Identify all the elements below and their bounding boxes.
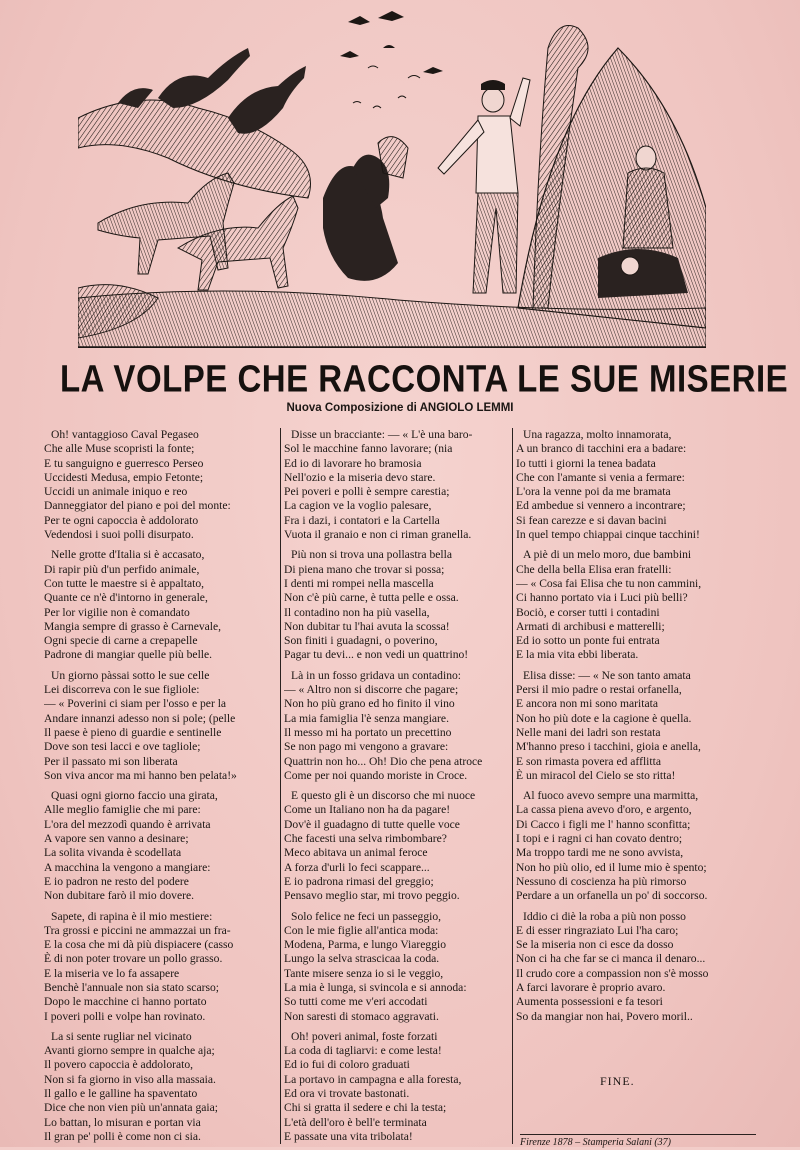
verse-line: Di rapir più d'un perfido animale,: [44, 562, 200, 576]
stanza: [284, 910, 516, 1024]
verse-line: La cassa piena avevo d'oro, e argento,: [516, 803, 692, 817]
verse-line: Modena, Parma, e lungo Viareggio: [284, 938, 447, 952]
stanza: [284, 1030, 516, 1144]
verse-line: Tante misere senza io si le veggio,: [284, 966, 444, 980]
verse-line: Padrone di mangiar quelle più belle.: [44, 648, 213, 662]
verse-line: E son rimasta povera ed afflitta: [516, 754, 661, 768]
verse-line: Meco abitava un animal feroce: [284, 846, 428, 860]
verse-line: A farci lavorare è proprio avaro.: [516, 980, 666, 994]
verse-line: La si sente rugliar nel vicinato: [51, 1029, 192, 1043]
verse-line: Per il passato mi son liberata: [44, 754, 178, 768]
verse-line: Bociò, e corser tutti i contadini: [516, 605, 660, 619]
verse-line: Vuota il granaio e non ci riman granella.: [284, 528, 472, 542]
verse-line: E di esser ringraziato Lui l'ha caro;: [516, 923, 679, 937]
verse-line: I topi e i ragni ci han covato dentro;: [516, 832, 683, 846]
verse-line: Avanti giorno sempre in qualche aja;: [44, 1044, 215, 1058]
verse-line: I poveri polli e volpe han rovinato.: [44, 1009, 206, 1023]
verse-line: E la miseria ve lo fa assapere: [44, 966, 180, 980]
woodcut-illustration: [78, 8, 706, 348]
verse-line: Se la miseria non ci esce da dosso: [516, 938, 674, 952]
stanza: [44, 669, 276, 783]
verse-line: — « Cosa fai Elisa che tu non cammini,: [516, 576, 702, 590]
verse-line: Se non pago mi vengono a gravare:: [284, 740, 449, 754]
verse-line: La portavo in campagna e alla foresta,: [284, 1072, 462, 1086]
stanza: [284, 548, 516, 662]
verse-line: Un giorno pàssai sotto le sue celle: [51, 668, 210, 682]
verse-line: Dov'è il guadagno di tutte quelle voce: [284, 817, 460, 831]
verse-line: A forza d'urli lo feci scappare...: [284, 860, 430, 874]
verse-line: Lo battan, lo misuran e portan via: [44, 1115, 201, 1129]
verse-line: Per lor vigilie non è comandato: [44, 605, 190, 619]
verse-line: Sapete, di rapina è il mio mestiere:: [51, 909, 213, 923]
verse-line: La cagion ve la voglio palesare,: [284, 499, 432, 513]
verse-line: L'età dell'oro è bell'e terminata: [284, 1115, 427, 1129]
verse-line: Come per noi quando moriste in Croce.: [284, 768, 468, 782]
verse-line: Non ho più grano ed ho finito il vino: [284, 697, 455, 711]
verse-line: E io padrona rimasi del greggio;: [284, 874, 434, 888]
verse-line: Chi si gratta il sedere e chi la testa;: [284, 1101, 447, 1115]
stanza: [44, 1030, 276, 1144]
verse-line: Ed io di lavorare ho bramosia: [284, 456, 422, 470]
verse-line: Non ho più dote e la cagione è quella.: [516, 711, 692, 725]
verse-line: — « Poverini ci siam per l'osso e per la: [44, 697, 227, 711]
verse-line: Nelle mani dei ladri son restata: [516, 725, 661, 739]
verse-line: Danneggiator del piano e poi del monte:: [44, 499, 231, 513]
verse-line: E questo gli è un discorso che mi nuoce: [291, 789, 476, 803]
stanza: [516, 548, 756, 662]
verse-line: Benchè l'annuale non sia stato scarso;: [44, 980, 219, 994]
verse-line: A piè di un melo moro, due bambini: [523, 548, 692, 562]
verse-line: A macchina la vengono a mangiare:: [44, 860, 211, 874]
verse-line: È un miracol del Cielo se sto ritta!: [516, 768, 676, 782]
verse-line: Nelle grotte d'Italia si è accasato,: [51, 548, 205, 562]
verse-line: Elisa disse: — « Ne son tanto amata: [523, 668, 691, 682]
stanza: [44, 428, 276, 542]
verse-line: Disse un bracciante: — « L'è una baro-: [291, 428, 473, 441]
verse-line: E la mia vita ebbi liberata.: [516, 648, 639, 662]
verse-line: Uccidesti Medusa, empio Fetonte;: [44, 470, 204, 484]
verse-line: Ed ambedue si vennero a incontrare;: [516, 499, 686, 513]
verse-line: Ogni specie di carne a crepapelle: [44, 634, 198, 648]
verse-line: Là in un fosso gridava un contadino:: [291, 668, 462, 682]
ending-label: FINE.: [600, 1074, 635, 1088]
stanza: [516, 428, 756, 542]
verse-line: Non dubitar tu l'hai avuta la scossa!: [284, 619, 450, 633]
verse-line: Vedendosi i suoi polli disurpato.: [44, 528, 194, 542]
stanza: [284, 669, 516, 783]
page-title: LA VOLPE CHE RACCONTA LE SUE MISERIE: [60, 357, 789, 400]
verse-line: Son finiti i guadagni, o poverino,: [284, 634, 438, 648]
verse-line: Nell'ozio e la miseria devo stare.: [284, 470, 436, 484]
verse-line: Come un Italiano non ha da pagare!: [284, 803, 451, 817]
verse-line: M'hanno preso i tacchini, gioia e anella,: [516, 740, 701, 754]
verse-line: Pensavo meglio star, mi trovo peggio.: [284, 889, 460, 903]
verse-line: Aumenta possessioni e fa tesori: [516, 995, 663, 1009]
verse-line: A vapore sen vanno a desinare;: [44, 832, 189, 846]
verse-line: Che con l'amante si venia a fermare:: [516, 470, 685, 484]
verse-line: È di non poter trovare un pollo grasso.: [44, 952, 223, 966]
verse-line: Alle meglio famiglie che mi pare:: [44, 803, 201, 817]
verse-line: Ma troppo tardi me ne sono avvista,: [516, 846, 684, 860]
poem-column-1: [44, 428, 276, 1150]
verse-line: Non dubitare farò il mio dovere.: [44, 889, 195, 903]
verse-line: Che alle Muse scopristi la fonte;: [44, 442, 195, 456]
verse-line: E la cosa che mi dà più dispiacere (casso: [44, 938, 234, 952]
verse-line: La coda di tagliarvi: e come lesta!: [284, 1044, 442, 1058]
poem-column-2: [284, 428, 516, 1150]
verse-line: Ed io sotto un ponte fui entrata: [516, 634, 660, 648]
verse-line: Il paese è pieno di guardie e sentinelle: [44, 725, 222, 739]
sky-birds: [340, 11, 443, 108]
verse-line: La mia famiglia l'è senza mangiare.: [284, 711, 449, 725]
verse-line: Non saresti di stomaco aggravati.: [284, 1009, 439, 1023]
verse-line: Iddio ci diè la roba a più non posso: [523, 909, 686, 923]
verse-line: Non ci ha che far se ci manca il denaro...: [516, 952, 706, 966]
verse-line: Dopo le macchine ci hanno portato: [44, 995, 207, 1009]
verse-line: — « Altro non si discorre che pagare;: [284, 683, 459, 697]
verse-line: Tra grossi e piccini ne ammazzai un fra-: [44, 923, 231, 937]
verse-line: Ed ora vi trovate bastonati.: [284, 1087, 410, 1101]
verse-line: Quante ce n'è d'intorno in generale,: [44, 591, 208, 605]
verse-line: Fra i dazi, i contatori e la Cartella: [284, 513, 440, 527]
author-subtitle: Nuova Composizione di ANGIOLO LEMMI: [286, 402, 514, 414]
verse-line: Il messo mi ha portato un precettino: [284, 725, 452, 739]
verse-line: Pei poveri e polli è sempre carestia;: [284, 485, 450, 499]
verse-line: Che facesti una selva rimbombare?: [284, 832, 447, 846]
verse-line: Io tutti i giorni la tenea badata: [516, 456, 656, 470]
verse-line: Lungo la selva strascicaa la coda.: [284, 952, 440, 966]
verse-line: Il crudo core a compassion non s'è mosso: [516, 966, 709, 980]
verse-line: Ed io fui di coloro graduati: [284, 1058, 410, 1072]
verse-line: Oh! vantaggioso Caval Pegaseo: [51, 428, 199, 441]
verse-line: Nessuno di coscienza ha più rimorso: [516, 874, 687, 888]
stanza: [516, 910, 756, 1024]
verse-line: Non ho più olio, ed il lume mio è spento;: [516, 860, 707, 874]
verse-line: Il gallo e le galline ha spaventato: [44, 1087, 198, 1101]
verse-line: Son viva ancor ma mi hanno ben pelata!»: [44, 768, 237, 782]
verse-line: Che della bella Elisa eran fratelli:: [516, 562, 672, 576]
verse-line: Si fean carezze e si davan bacini: [516, 513, 667, 527]
verse-line: L'ora del mezzodì quando è arrivata: [44, 817, 211, 831]
verse-line: La mia è lunga, si svincola e si annoda:: [284, 980, 467, 994]
verse-line: Di piena mano che trovar si possa;: [284, 562, 445, 576]
verse-line: E ancora non mi sono maritata: [516, 697, 658, 711]
verse-line: Più non si trova una pollastra bella: [291, 548, 452, 562]
verse-line: Dice che non vien più un'annata gaia;: [44, 1101, 218, 1115]
verse-line: E tu sanguigno e guerresco Perseo: [44, 456, 204, 470]
stanza: [284, 428, 516, 542]
verse-line: Non si fa giorno in viso alla massaia.: [44, 1072, 216, 1086]
verse-line: Sol le macchine fanno lavorare; (nia: [284, 442, 453, 456]
printer-imprint: Firenze 1878 – Stamperia Salani (37): [520, 1134, 756, 1148]
verse-line: A un branco di tacchini era a badare:: [516, 442, 687, 456]
verse-line: Dove son tesi lacci e ove tagliole;: [44, 740, 201, 754]
stanza: [516, 669, 756, 783]
verse-line: Solo felice ne feci un passeggio,: [291, 909, 442, 923]
poem-column-3: [516, 428, 756, 1030]
stanza: [44, 789, 276, 903]
verse-line: Una ragazza, molto innamorata,: [523, 428, 672, 441]
verse-line: E io padron ne resto del podere: [44, 874, 189, 888]
verse-line: La solita vivanda è scodellata: [44, 846, 182, 860]
verse-line: So tutti come me v'eri accodati: [284, 995, 428, 1009]
verse-line: L'ora la venne poi da me bramata: [516, 485, 671, 499]
verse-line: Il povero capoccia è addolorato,: [44, 1058, 194, 1072]
stanza: [44, 548, 276, 662]
verse-line: Oh! poveri animal, foste forzati: [291, 1029, 438, 1043]
verse-line: In quel tempo chiappai cinque tacchini!: [516, 528, 700, 542]
verse-line: E passate una vita tribolata!: [284, 1129, 413, 1143]
verse-line: Per te ogni capoccia è addolorato: [44, 513, 199, 527]
verse-line: Uccidi un animale iniquo e reo: [44, 485, 188, 499]
verse-line: Quattrin non ho... Oh! Dio che pena atroce: [284, 754, 483, 768]
verse-line: Di Cacco i figli me l' hanno sconfitta;: [516, 817, 691, 831]
verse-line: Il contadino non ha più vasella,: [284, 605, 430, 619]
verse-line: Mangia sempre di grasso è Carnevale,: [44, 619, 222, 633]
man-figure: [438, 78, 530, 293]
verse-line: Non c'è più carne, è tutta pelle e ossa.: [284, 591, 459, 605]
verse-line: Ci hanno portato via i Luci più belli?: [516, 591, 688, 605]
verse-line: Andare innanzi adesso non si pole; (pelle: [44, 711, 236, 725]
stanza: [284, 789, 516, 903]
verse-line: Quasi ogni giorno faccio una girata,: [51, 789, 218, 803]
verse-line: Con tutte le maestre si è appaltato,: [44, 576, 205, 590]
verse-line: Persi il mio padre o restai orfanella,: [516, 683, 682, 697]
verse-line: Pagar tu devi... e non vedi un quattrino!: [284, 648, 469, 662]
verse-line: Lei discorreva con le sue figliole:: [44, 683, 200, 697]
verse-line: Il gran pe' polli è come non ci sia.: [44, 1129, 201, 1143]
verse-line: I denti mi rompei nella mascella: [284, 576, 434, 590]
verse-line: Perdare a un orfanella un po' di soccorso.: [516, 889, 708, 903]
column-divider: [280, 428, 281, 1144]
stanza: [516, 789, 756, 903]
stanza: [44, 910, 276, 1024]
verse-line: Armati di archibusi e matterelli;: [516, 619, 665, 633]
verse-line: So da mangiar non hai, Povero moril..: [516, 1009, 693, 1023]
verse-line: Al fuoco avevo sempre una marmitta,: [523, 789, 699, 803]
verse-line: Con le mie figlie all'antica moda:: [284, 923, 439, 937]
